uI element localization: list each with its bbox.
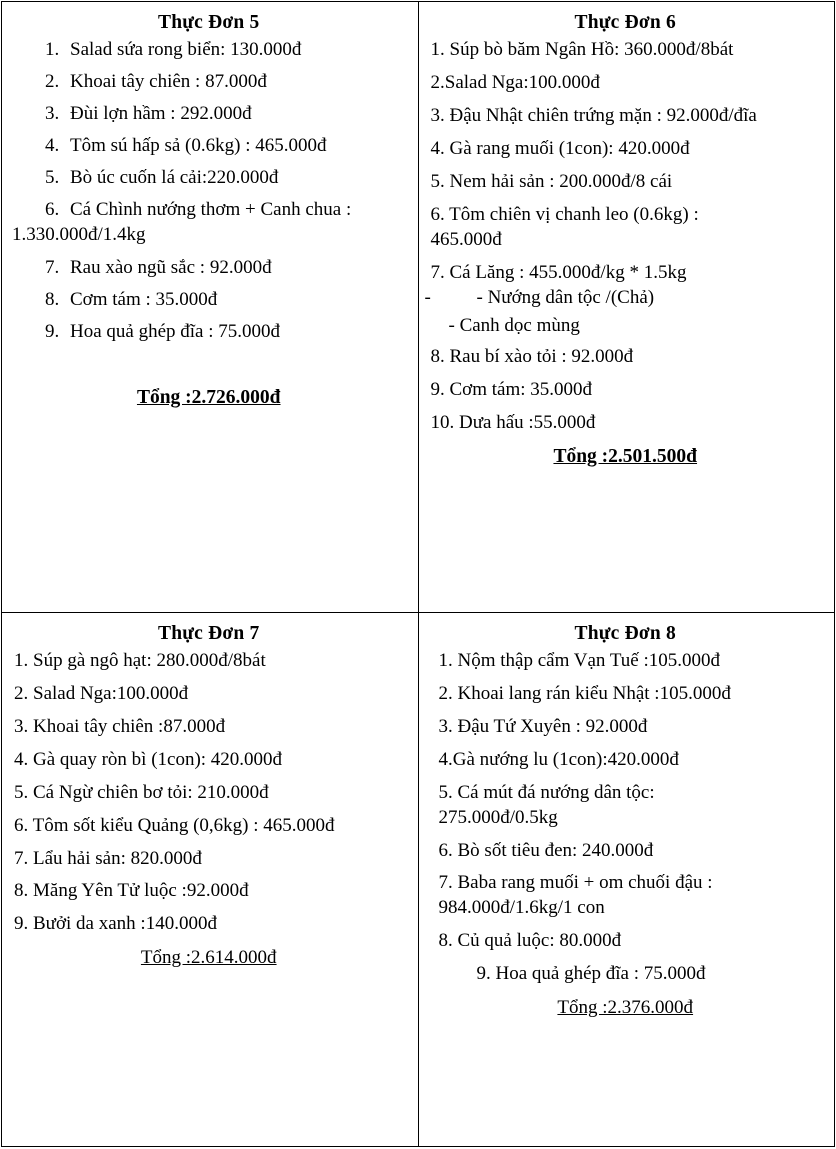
menu-item: 9. Cơm tám: 35.000đ <box>430 378 593 400</box>
menu-item: 4. Gà quay ròn bì (1con): 420.000đ <box>14 748 283 770</box>
menu-item-list-6 <box>425 40 827 432</box>
menu-item-list-5-cont <box>8 258 410 341</box>
menu-item-wrap-line: 984.000đ/1.6kg/1 con <box>438 897 605 919</box>
menu-title-5: Thực Đơn 5 <box>158 12 260 33</box>
menu-item-list-5 <box>8 40 410 219</box>
menu-item: 2.Salad Nga:100.000đ <box>430 72 600 94</box>
menu-item: 1. Súp gà ngô hạt: 280.000đ/8bát <box>14 649 266 671</box>
menu-item-list-7 <box>8 651 410 934</box>
menu-subitem-text: - Nướng dân tộc /(Chả) <box>476 286 655 308</box>
menu-item: 1. Salad sứa rong biển: 130.000đ <box>64 40 410 59</box>
menu-total-label: Tổng :2.376.000đ <box>557 997 694 1019</box>
menu-item: 5. Cá Ngừ chiên bơ tỏi: 210.000đ <box>14 781 269 803</box>
menu-item: 9. Bưởi da xanh :140.000đ <box>14 913 217 935</box>
menu-item-wrap-line: 1.330.000đ/1.4kg <box>12 224 146 246</box>
menu-subitem-row <box>425 288 827 308</box>
menu-title-6: Thực Đơn 6 <box>574 12 676 33</box>
menu-item: 6. Cá Chình nướng thơm + Canh chua : <box>64 200 410 219</box>
menu-item: 2. Salad Nga:100.000đ <box>14 682 189 704</box>
menu-cell-6 <box>418 2 835 613</box>
menu-cell-7 <box>2 612 419 1146</box>
menu-total-label: Tổng :2.614.000đ <box>140 947 277 969</box>
menu-item: 5. Bò úc cuốn lá cải:220.000đ <box>64 168 410 187</box>
menu-total-6 <box>425 446 827 468</box>
menu-subitem-row <box>425 316 827 336</box>
menu-total-5 <box>8 387 410 409</box>
menu-item-list-8 <box>425 651 827 984</box>
menu-title-7: Thực Đơn 7 <box>158 622 260 644</box>
menu-item: 4. Gà rang muối (1con): 420.000đ <box>430 138 690 160</box>
menu-item: 7. Rau xào ngũ sắc : 92.000đ <box>64 258 410 277</box>
menu-cell-8 <box>418 612 835 1146</box>
menu-item: 7. Cá Lăng : 455.000đ/kg * 1.5kg <box>430 261 687 283</box>
menu-item: 3. Đậu Tứ Xuyên : 92.000đ <box>438 715 648 737</box>
menu-item-wrap-line: 465.000đ <box>430 229 502 251</box>
menu-table-row-bottom <box>2 612 835 1146</box>
menu-item: 6. Bò sốt tiêu đen: 240.000đ <box>438 839 654 861</box>
menu-item: 9. Hoa quả ghép đĩa : 75.000đ <box>476 963 706 985</box>
menu-item: 5. Cá mút đá nướng dân tộc: <box>438 781 655 803</box>
menu-item: 8. Cơm tám : 35.000đ <box>64 290 410 309</box>
menu-item: 8. Măng Yên Tử luộc :92.000đ <box>14 880 249 902</box>
menu-total-label: Tổng :2.726.000đ <box>136 387 281 409</box>
menu-item: 8. Rau bí xào tỏi : 92.000đ <box>430 345 634 367</box>
menu-total-7 <box>8 947 410 969</box>
menu-item: 10. Dưa hấu :55.000đ <box>430 411 596 433</box>
menu-item: 2. Khoai lang rán kiểu Nhật :105.000đ <box>438 682 731 704</box>
menu-item: 4. Tôm sú hấp sả (0.6kg) : 465.000đ <box>64 136 410 155</box>
menu-subitem-dash: - <box>424 286 431 308</box>
menu-item: 7. Lẩu hải sản: 820.000đ <box>14 847 202 869</box>
menu-item: 1. Súp bò băm Ngân Hồ: 360.000đ/8bát <box>430 39 734 61</box>
menu-table-row-top <box>2 2 835 613</box>
menu-item: 2. Khoai tây chiên : 87.000đ <box>64 72 410 91</box>
menu-item: 9. Hoa quả ghép đĩa : 75.000đ <box>64 322 410 341</box>
menu-title-8: Thực Đơn 8 <box>574 622 676 644</box>
menu-subitem-text: - Canh dọc mùng <box>448 314 580 336</box>
menu-item: 6. Tôm chiên vị chanh leo (0.6kg) : <box>430 204 699 226</box>
menu-item: 8. Củ quả luộc: 80.000đ <box>438 930 622 952</box>
menu-item: 7. Baba rang muối + om chuối đậu : <box>438 872 713 894</box>
menu-cell-5 <box>2 2 419 613</box>
menu-item: 3. Đậu Nhật chiên trứng mặn : 92.000đ/đĩa <box>430 105 757 127</box>
menu-item: 3. Đùi lợn hầm : 292.000đ <box>64 104 410 123</box>
menu-item: 4.Gà nướng lu (1con):420.000đ <box>438 748 679 770</box>
menu-item: 6. Tôm sốt kiểu Quảng (0,6kg) : 465.000đ <box>14 814 335 836</box>
menu-item: 5. Nem hải sản : 200.000đ/8 cái <box>430 171 673 193</box>
menu-item: 1. Nộm thập cẩm Vạn Tuế :105.000đ <box>438 649 720 671</box>
menu-item-wrap-line: 275.000đ/0.5kg <box>438 806 558 828</box>
menu-item: 3. Khoai tây chiên :87.000đ <box>14 715 226 737</box>
menu-total-label: Tổng :2.501.500đ <box>553 445 698 467</box>
menu-total-8 <box>425 997 827 1019</box>
menu-table <box>1 1 835 1147</box>
